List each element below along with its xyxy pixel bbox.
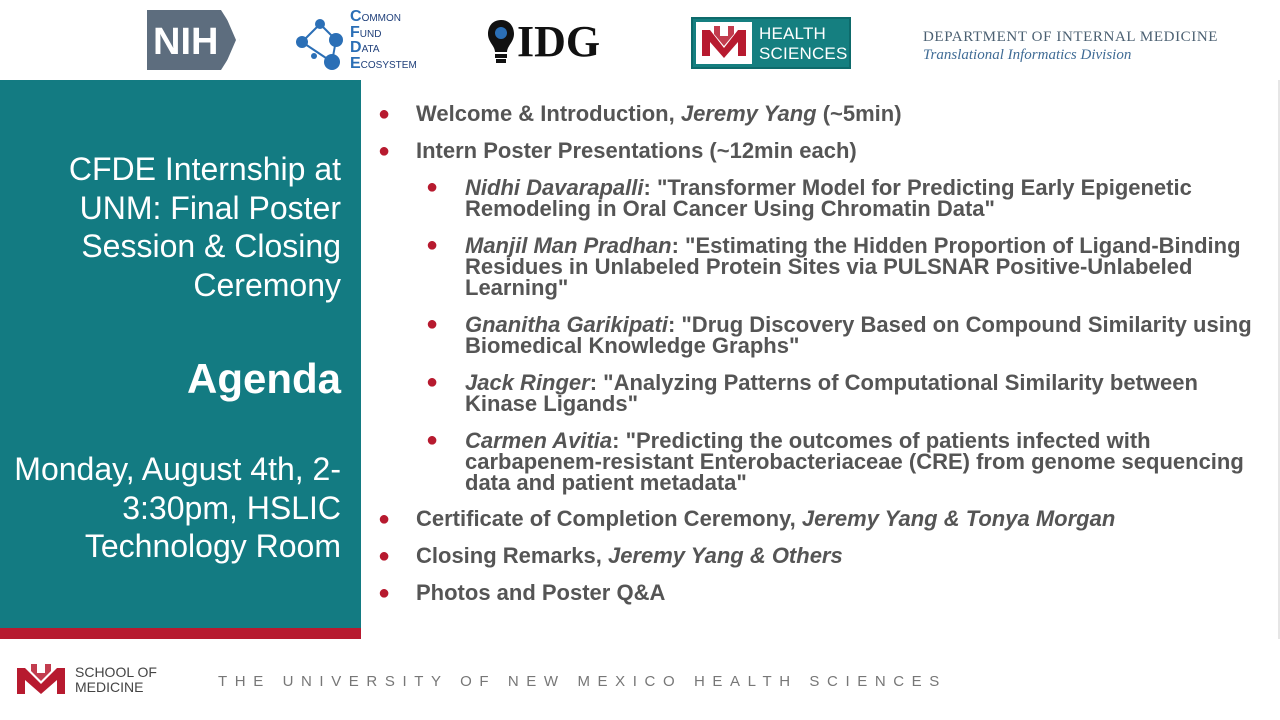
presentation-title: : "Drug Discovery Based on Compound Similarity using Biomedical Knowledge Graphs" <box>465 312 1252 358</box>
bullet-icon: ● <box>378 545 391 567</box>
bullet-icon: ● <box>378 508 391 530</box>
cfde-wordmark: COMMON FUND DATA ECOSYSTEM <box>350 8 417 72</box>
presentation-item <box>378 372 1268 414</box>
cfde-logo <box>292 10 422 76</box>
nih-logo-text: NIH <box>153 21 219 63</box>
lightbulb-icon <box>487 18 515 66</box>
bullet-icon: ● <box>378 582 391 604</box>
bullet-icon: ● <box>426 234 439 256</box>
presentation-title: : "Estimating the Hidden Proportion of Ligand-Binding Residues in Unlabeled Protein Sites via PULSNAR Positive-Unlabeled Learning" <box>465 233 1241 300</box>
school-of-medicine-label: SCHOOL OF MEDICINE <box>75 664 157 695</box>
bullet-icon: ● <box>426 176 439 198</box>
agenda-item: ● Closing Remarks, Jeremy Yang & Others <box>378 543 843 568</box>
presentation-item <box>378 177 1268 219</box>
unm-hs-line1: HEALTH <box>759 24 827 43</box>
presentation-title: : "Predicting the outcomes of patients infected with carbapenem-resistant Enterobacteriaceae (CRE) from genome sequencing data and patient metadata" <box>465 428 1244 495</box>
idg-wordmark: IDG <box>517 17 601 66</box>
unm-health-sciences-logo <box>691 17 851 69</box>
red-accent-bar <box>0 628 361 639</box>
presentation-title: : "Transformer Model for Predicting Early Epigenetic Remodeling in Oral Cancer Using Chromatin Data" <box>465 175 1192 221</box>
slide-title: CFDE Internship at UNM: Final Poster Session & Closing Ceremony <box>68 151 341 303</box>
idg-logo <box>487 16 622 68</box>
agenda-item: ● Certificate of Completion Ceremony, Jeremy Yang & Tonya Morgan <box>378 506 1116 531</box>
presenter-name: Gnanitha Garikipati <box>465 312 668 337</box>
bullet-icon: ● <box>426 313 439 335</box>
bullet-icon: ● <box>378 140 391 162</box>
presentation-item <box>378 430 1268 493</box>
university-tagline: THE UNIVERSITY OF NEW MEXICO HEALTH SCIENCES <box>218 673 947 690</box>
presenter-name: Nidhi Davarapalli <box>465 175 644 200</box>
agenda-item: ● Photos and Poster Q&A <box>378 580 666 605</box>
nih-logo <box>147 10 240 70</box>
presenter-name: Jack Ringer <box>465 370 590 395</box>
bullet-icon: ● <box>426 371 439 393</box>
agenda-list <box>378 102 1268 618</box>
presenter-name: Manjil Man Pradhan <box>465 233 672 258</box>
presenter-name: Carmen Avitia <box>465 428 613 453</box>
agenda-item: ● Welcome & Introduction, Jeremy Yang (~5min) <box>378 101 902 126</box>
header-logos <box>0 0 1280 80</box>
unm-hs-line2: SCIENCES <box>759 44 848 63</box>
agenda-heading: Agenda <box>186 355 341 402</box>
presentation-title: : "Analyzing Patterns of Computational Similarity between Kinase Ligands" <box>465 370 1198 416</box>
agenda-item: ● Intern Poster Presentations (~12min each) <box>378 138 857 163</box>
bullet-icon: ● <box>426 429 439 451</box>
presentation-item <box>378 235 1268 298</box>
department-name: DEPARTMENT OF INTERNAL MEDICINE <box>923 29 1219 45</box>
unm-mark-icon <box>696 22 752 64</box>
department-logo <box>923 28 1218 64</box>
division-name: Translational Informatics Division <box>923 47 1132 63</box>
bullet-icon: ● <box>378 103 391 125</box>
presentation-item <box>378 314 1268 356</box>
event-date-location: Monday, August 4th, 2-3:30pm, HSLIC Technology Room <box>14 451 341 564</box>
cfde-network-icon <box>292 12 348 74</box>
unm-som-mark-icon <box>15 662 67 698</box>
left-title-panel <box>0 80 361 628</box>
